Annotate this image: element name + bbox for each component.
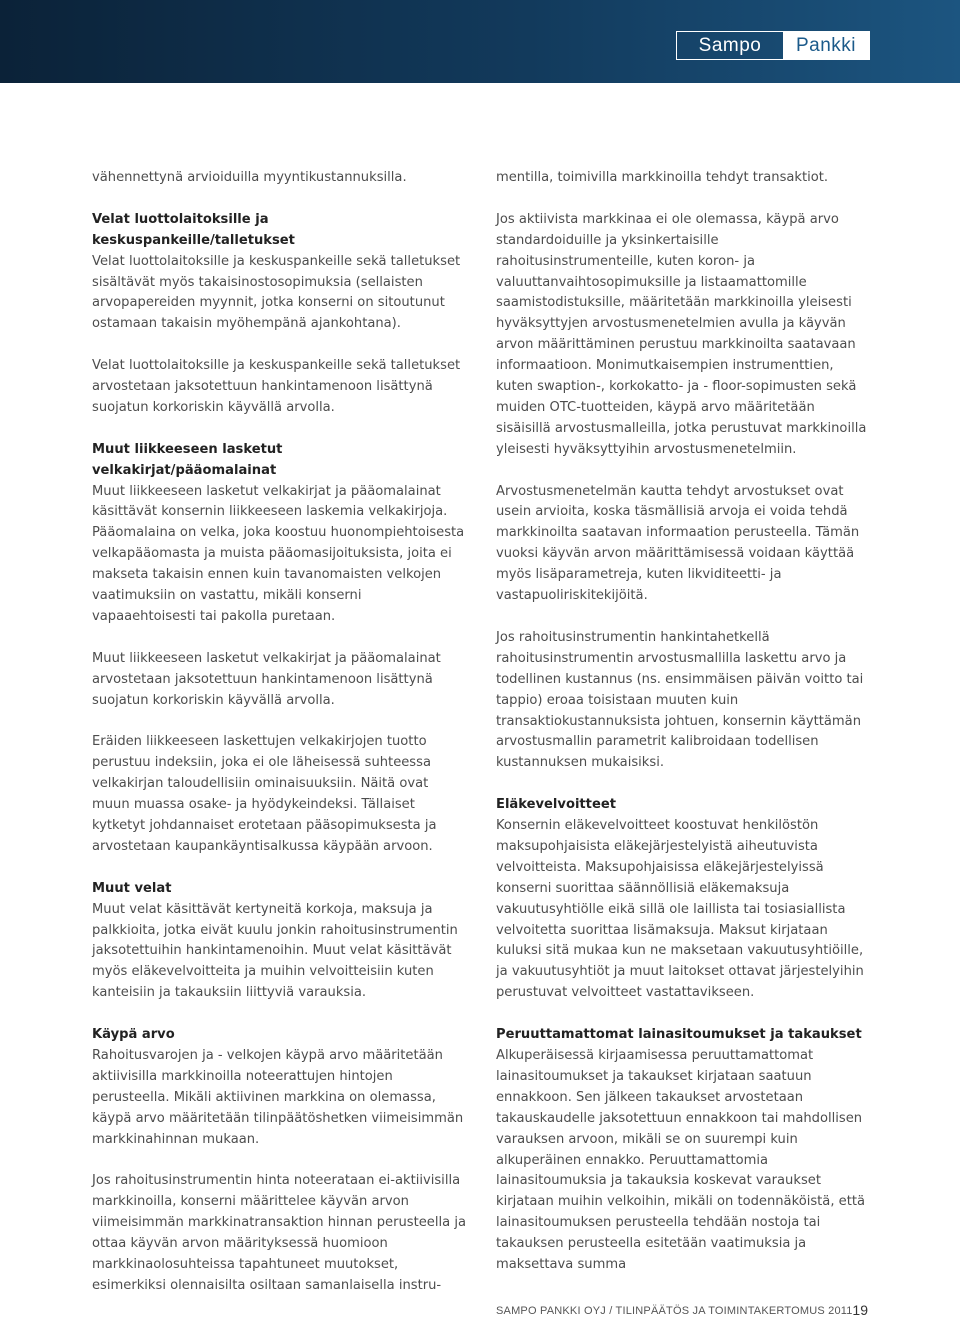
paragraph: Arvostusmenetelmän kautta tehdyt arvostukset ovat usein arvioita, koska täsmällisiä arvoja ei voida tehdä markkinoilta saatavan informaation perusteella. Tämän vuoksi käyvän arvon määrittämisessä voidaan käyttää myös lisäparametreja, kuten likviditeetti- ja vastapuoliriskitekijöitä.	[496, 483, 860, 604]
sampo-pankki-logo[interactable]	[676, 31, 870, 60]
paragraph: Konsernin eläkevelvoitteet koostuvat henkilöstön maksupohjaisista eläkejärjestelyistä aiheutuvista velvoitteista. Maksupohjaisissa eläkejärjestelyissä konserni suorittaa säännöllisiä eläkemaksuja vakuutusyhtiölle eikä sillä ole laillista tai tosiasiallista velvoitetta suorittaa lisämaksuja. Maksut kirjataan kuluksi sitä mukaa kun ne maksetaan vakuutusyhtiöille, ja vakuutusyhtiöt ja muut laitokset ottavat järjestelyihin perustuvat velvoitteet vastattavikseen.	[496, 818, 864, 1001]
paragraph: Jos aktiivista markkinaa ei ole olemassa, käypä arvo standardoiduille ja yksinkertaisille rahoitusinstrumenteille, kuten koron- ja valuuttanvaihtosopimuksille ja listaamattomille saamistodistuksille, määritetään markkinoilla yleisesti hyväksyttyjen arvostusmenetelmien avulla ja käyvän arvon määrittäminen perustuu markkinoilta saatavaan informaatioon. Monimutkaisempien instrumenttien, kuten swaption-, korkokatto- ja - floor-sopimusten sekä muiden OTC-tuotteiden, käypä arvo määritetään sisäisillä arvostusmalleilla, jotka perustuvat markkinoilla yleisesti hyväksyttyihin arvostusmenetelmiin.	[496, 211, 867, 457]
paragraph: mentilla, toimivilla markkinoilla tehdyt transaktiot.	[496, 170, 829, 185]
logo-sampo-text: Sampo	[698, 35, 762, 56]
paragraph: Jos rahoitusinstrumentin hinta noteerataan ei-aktiivisilla markkinoilla, konserni määrittelee käyvän arvon viimeisimmän markkinatransaktion hinnan perusteella ja ottaa käyvän arvon määrityksessä huomioon markkinaolosuhteissa tapahtuneet muutokset, esimerkiksi olennaisilta osiltaan samanlaisella instru-	[92, 1173, 466, 1293]
page-header	[0, 0, 960, 83]
page-number: 19	[852, 1302, 868, 1318]
section-heading-debt-securities: Muut liikkeeseen lasketut velkakirjat/pääomalainat	[92, 441, 283, 478]
paragraph: Muut velat käsittävät kertyneitä korkoja, maksuja ja palkkioita, jotka eivät kuulu jonkin rahoitusinstrumentin jaksotettuihin hankintamenoihin. Muut velat käsittävät myös eläkevelvoitteita ja muihin velvoitteisiin kuten kanteisiin ja takauksiin liittyviä varauksia.	[92, 901, 458, 1001]
section-heading-commitments: Peruuttamattomat lainasitoumukset ja takaukset	[496, 1027, 862, 1043]
paragraph: Velat luottolaitoksille ja keskuspankeille sekä talletukset sisältävät myös takaisinostosopimuksia (sellaisten arvopapereiden myynnit, jotka konserni on sitoutunut ostamaan takaisin myöhempänä ajankohtana).	[92, 253, 461, 332]
paragraph: Muut liikkeeseen lasketut velkakirjat ja pääomalainat käsittävät konsernin liikkeeseen laskemia velkakirjoja.	[92, 483, 448, 520]
section-heading-fair-value: Käypä arvo	[92, 1027, 175, 1043]
paragraph: Pääomalaina on velka, joka koostuu huonompiehtoisesta velkapääomasta ja muista pääomasijoituksista, joita ei makseta takaisin ennen kuin tavanomaisten velkojen vaatimuksiin on vastattu, mikäli konserni vapaaehtoisesti tai pakolla puretaan.	[92, 525, 465, 624]
paragraph: Velat luottolaitoksille ja keskuspankeille sekä talletukset arvostetaan jaksotettuun hankintamenoon lisättynä suojatun korkoriskin käyvällä arvolla.	[92, 358, 461, 415]
section-heading-pension: Eläkevelvoitteet	[496, 797, 616, 813]
paragraph: Alkuperäisessä kirjaamisessa peruuttamattomat lainasitoumukset ja takaukset kirjataan saatuun ennakkoon. Sen jälkeen takaukset arvostetaan takauskaudelle jaksotettuun ennakkoon tai mahdollisen varauksen arvoon, mikäli se on suurempi kuin alkuperäinen ennakko. Peruuttamattomia lainasitoumuksia ja takauksia koskevat varaukset kirjataan muihin velkoihin, mikäli on todennäköistä, että lainasitoumuksen perusteella tehdään nostoja tai takauksen perusteella esitetään vaatimuksia ja maksettava summa	[496, 1047, 865, 1273]
paragraph: Rahoitusvarojen ja - velkojen käypä arvo määritetään aktiivisilla markkinoilla noteerattujen hintojen perusteella. Mikäli aktiivinen markkina on olemassa, käypä arvo määritetään tilinpäätöshetken viimeisimmän markkinahinnan mukaan.	[92, 1047, 464, 1147]
logo-pankki-text: Pankki	[783, 32, 869, 59]
paragraph: Muut liikkeeseen lasketut velkakirjat ja pääomalainat arvostetaan jaksotettuun hankintamenoon lisättynä suojatun korkoriskin käyvällä arvolla.	[92, 650, 441, 708]
left-column	[92, 168, 468, 1318]
page-footer	[496, 1302, 872, 1322]
section-heading-other-liabilities: Muut velat	[92, 880, 172, 896]
section-heading-deposits: Velat luottolaitoksille ja keskuspankeille/talletukset	[92, 211, 295, 248]
footer-text: SAMPO PANKKI OYJ / TILINPÄÄTÖS JA TOIMINTAKERTOMUS 2011	[496, 1305, 853, 1317]
paragraph: Jos rahoitusinstrumentin hankintahetkellä rahoitusinstrumentin arvostusmallilla laskettu arvo ja todellinen kustannus (ns. ensimmäisen päivän voitto tai tappio) eroaa toisistaan muuten kuin transaktiokustannuksista johtuen, konsernin käyttämän arvostusmallin parametrit kalibroidaan todellisen kustannuksen mukaisiksi.	[496, 629, 864, 771]
paragraph: vähennettynä arvioiduilla myyntikustannuksilla.	[92, 170, 407, 185]
right-column	[496, 168, 872, 1297]
paragraph: Eräiden liikkeeseen laskettujen velkakirjojen tuotto perustuu indeksiin, joka ei ole läheisessä suhteessa velkakirjan taloudellisiin ominaisuuksiin. Näitä ovat muun muassa osake- ja hyödykeindeksi. Tällaiset kytketyt johdannaiset erotetaan pääsopimuksesta ja arvostetaan kaupankäyntisalkussa käypään arvoon.	[92, 734, 437, 854]
